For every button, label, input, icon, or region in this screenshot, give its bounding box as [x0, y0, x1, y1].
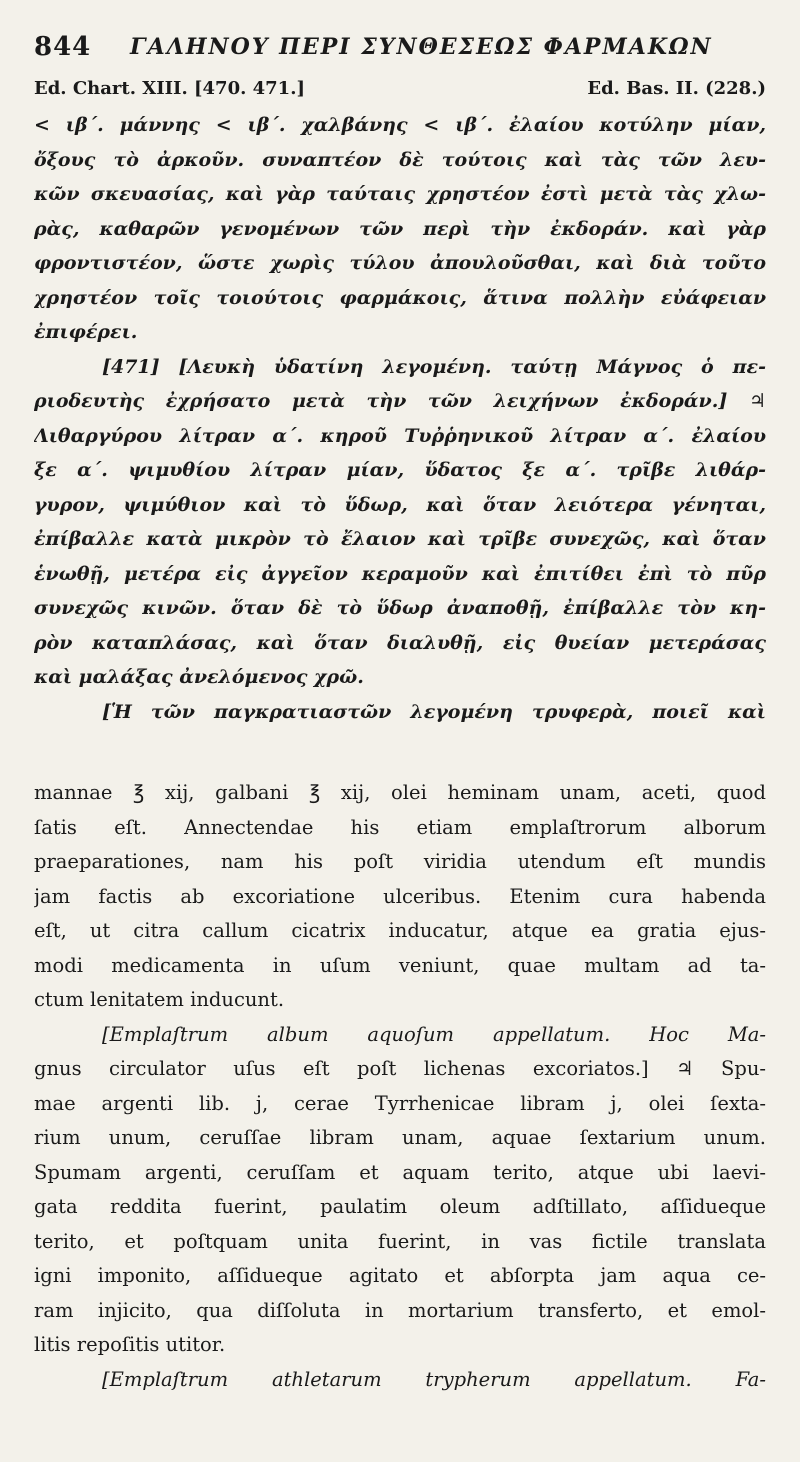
greek-line: ξε α΄. ψιμυθίου λίτραν μίαν, ὕδατος ξε α΄. τρῖβε λιθάρ- — [34, 459, 766, 481]
latin-line: ſatis eſt. Annectendae his etiam emplaſtrorum alborum — [34, 815, 766, 839]
greek-line: καὶ μαλάξας ἀνελόμενος χρῶ. — [34, 666, 364, 688]
edition-ref-chart: Ed. Chart. XIII. [470. 471.] — [34, 78, 305, 99]
latin-line: [Emplaſtrum album aquoſum appellatum. Hoc Ma- — [102, 1022, 766, 1046]
greek-line: ἑνωθῇ, μετέρα εἰς ἀγγεῖον κεραμοῦν καὶ ἐπιτίθει ἐπὶ τὸ πῦρ — [34, 562, 766, 585]
greek-line: ρὰς, καθαρῶν γενομένων τῶν περὶ τὴν ἐκδοράν. καὶ γὰρ — [34, 217, 766, 240]
latin-line: mae argenti lib. j, cerae Tyrrhenicae libram j, olei ſexta- — [34, 1091, 766, 1115]
greek-text-block — [34, 108, 766, 729]
greek-line: ὄξους τὸ ἀρκοῦν. συναπτέον δὲ τούτοις καὶ τὰς τῶν λευ- — [34, 148, 766, 171]
latin-line: ctum lenitatem inducunt. — [34, 988, 285, 1011]
latin-line: rium unum, ceruſſae libram unam, aquae ſextarium unum. — [34, 1126, 766, 1149]
latin-line: jam factis ab excoriatione ulceribus. Etenim cura habenda — [34, 884, 766, 908]
latin-line: litis repoſitis utitor. — [34, 1333, 226, 1356]
greek-line: συνεχῶς κινῶν. ὅταν δὲ τὸ ὕδωρ ἀναποθῇ, ἐπίβαλλε τὸν κη- — [34, 597, 766, 619]
latin-line: [Emplaſtrum athletarum trypherum appellatum. Fa- — [102, 1367, 766, 1391]
latin-line: praeparationes, nam his poſt viridia utendum eſt mundis — [34, 850, 766, 873]
latin-line: mannae ℥ xij, galbani ℥ xij, olei heminam unam, aceti, quod — [34, 781, 766, 804]
greek-line: γυρον, ψιμύθιον καὶ τὸ ὕδωρ, καὶ ὅταν λειότερα γένηται, — [34, 493, 766, 516]
greek-line: φροντιστέον, ὥστε χωρὶς τύλου ἀπουλοῦσθαι, καὶ διὰ τοῦτο — [34, 252, 766, 274]
running-title: ΓΑΛΗΝΟΥ ΠΕΡΙ ΣΥΝΘΕΣΕΩΣ ΦΑΡΜΑΚΩΝ — [130, 34, 713, 60]
greek-line: ριοδευτὴς ἐχρήσατο μετὰ τὴν τῶν λειχήνων ἐκδοράν.] ♃ — [34, 390, 766, 412]
greek-line: Λιθαργύρου λίτραν α΄. κηροῦ Τυῤῥηνικοῦ λίτραν α΄. ἐλαίου — [34, 424, 766, 447]
latin-line: Spumam argenti, ceruſſam et aquam terito, atque ubi laevi- — [34, 1160, 766, 1184]
greek-line: [471] [Λευκὴ ὑδατίνη λεγομένη. ταύτῃ Μάγνος ὁ πε- — [102, 355, 766, 378]
edition-ref-bas: Ed. Bas. II. (228.) — [587, 78, 766, 99]
greek-line: < ιβ΄. μάννης < ιβ΄. χαλβάνης < ιβ΄. ἐλαίου κοτύλην μίαν, — [34, 114, 766, 136]
page-number: 844 — [34, 32, 92, 62]
latin-line: igni imponito, aſſidueque agitato et abſorpta jam aqua ce- — [34, 1264, 766, 1287]
edition-references — [34, 78, 766, 104]
latin-text-block — [34, 776, 766, 1397]
greek-line: ἐπίβαλλε κατὰ μικρὸν τὸ ἔλαιον καὶ τρῖβε συνεχῶς, καὶ ὅταν — [34, 528, 766, 550]
latin-line: modi medicamenta in uſum veniunt, quae multam ad ta- — [34, 953, 766, 977]
greek-line: [Ἡ τῶν παγκρατιαστῶν λεγομένη τρυφερὰ, ποιεῖ καὶ — [102, 700, 766, 723]
latin-line: ram injicito, qua diſſoluta in mortarium transferto, et emol- — [34, 1298, 766, 1322]
latin-line: gnus circulator uſus eſt poſt lichenas excoriatos.] ♃ Spu- — [34, 1057, 766, 1080]
latin-line: eſt, ut citra callum cicatrix inducatur, atque ea gratia ejus- — [34, 919, 766, 942]
latin-line: terito, et poſtquam unita fuerint, in vas fictile translata — [34, 1229, 766, 1253]
greek-line: κῶν σκευασίας, καὶ γὰρ ταύταις χρηστέον ἐστὶ μετὰ τὰς χλω- — [34, 183, 766, 205]
latin-line: gata reddita fuerint, paulatim oleum adſtillato, aſſidueque — [34, 1195, 766, 1218]
greek-line: ἐπιφέρει. — [34, 321, 138, 343]
running-header — [34, 32, 774, 66]
greek-line: χρηστέον τοῖς τοιούτοις φαρμάκοις, ἅτινα πολλὴν εὐάφειαν — [34, 286, 766, 309]
greek-line: ρὸν καταπλάσας, καὶ ὅταν διαλυθῇ, εἰς θυείαν μετεράσας — [34, 631, 766, 654]
